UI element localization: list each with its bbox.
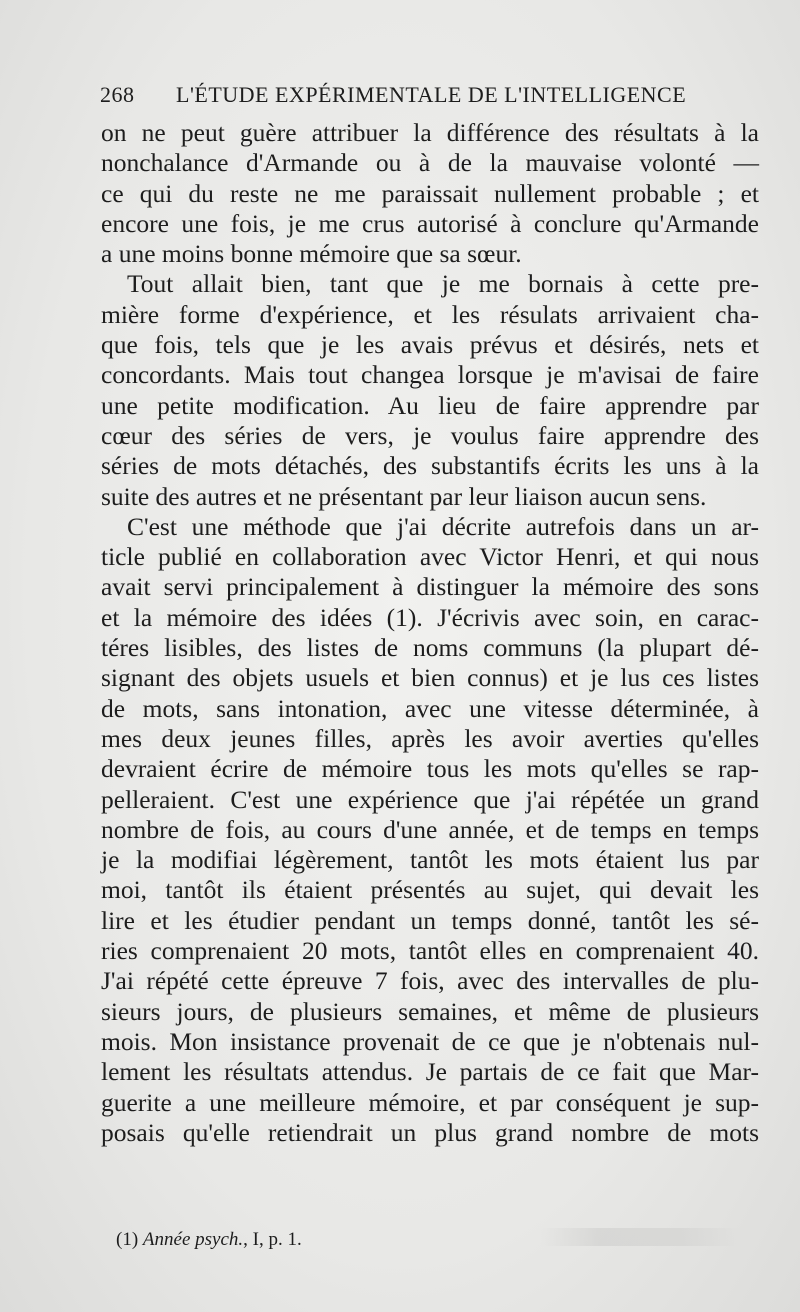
text-line: devraient écrire de mémoire tous les mots qu'elles se rap- <box>101 754 759 784</box>
text-line: a une moins bonne mémoire que sa sœur. <box>101 239 522 269</box>
text-line: encore une fois, je me crus autorisé à conclure qu'Armande <box>101 208 759 238</box>
footnote-marker: (1) <box>116 1229 139 1250</box>
text-line: on ne peut guère attribuer la différence des résultats à la <box>101 118 759 147</box>
text-line: posais qu'elle retiendrait un plus grand nombre de mots <box>101 1117 759 1147</box>
text-line: cœur des séries de vers, je voulus faire apprendre des <box>101 420 759 450</box>
text-line: suite des autres et ne présentant par leur liaison aucun sens. <box>101 481 707 511</box>
page-header <box>100 82 700 112</box>
text-line: ce qui du reste ne me paraissait nullement probable ; et <box>101 178 759 208</box>
text-line: concordants. Mais tout changea lorsque je m'avisai de faire <box>101 360 759 390</box>
text-line: que fois, tels que je les avais prévus et désirés, nets et <box>101 330 759 360</box>
page-number: 268 <box>100 82 135 107</box>
text-line: moi, tantôt ils étaient présentés au sujet, qui devait les <box>101 875 759 905</box>
text-line: sieurs jours, de plusieurs semaines, et même de plusieurs <box>101 996 759 1026</box>
text-line: guerite a une meilleure mémoire, et par conséquent je sup- <box>101 1087 759 1117</box>
text-line: ticle publié en collaboration avec Victor Henri, et qui nous <box>101 542 759 572</box>
text-line: ries comprenaient 20 mots, tantôt elles en comprenaient 40. <box>101 936 759 966</box>
text-line: mois. Mon insistance provenait de ce que je n'obtenais nul- <box>101 1026 759 1056</box>
text-line: nombre de fois, au cours d'une année, et de temps en temps <box>101 814 759 844</box>
text-line: séries de mots détachés, des substantifs écrits les uns à la <box>101 451 759 481</box>
body-text <box>101 118 759 1148</box>
text-line: téres lisibles, des listes de noms communs (la plupart dé- <box>101 633 759 663</box>
text-line: avait servi principalement à distinguer la mémoire des sons <box>101 572 759 602</box>
footnote-source: Année psych. <box>142 1229 244 1250</box>
text-line: de mots, sans intonation, avec une vitesse déterminée, à <box>101 693 759 723</box>
text-line: J'ai répété cette épreuve 7 fois, avec des intervalles de plu- <box>101 966 759 996</box>
text-line: une petite modification. Au lieu de faire apprendre par <box>101 390 759 420</box>
text-line: mière forme d'expérience, et les résulats arrivaient cha- <box>101 299 759 329</box>
text-line: C'est une méthode que j'ai décrite autrefois dans un ar- <box>127 511 759 541</box>
text-line: pelleraient. C'est une expérience que j'ai répétée un grand <box>101 784 759 814</box>
running-title: L'ÉTUDE EXPÉRIMENTALE DE L'INTELLIGENCE <box>176 82 687 107</box>
text-line: lement les résultats attendus. Je partais de ce fait que Mar- <box>101 1057 759 1087</box>
text-line: je la modifiai légèrement, tantôt les mots étaient lus par <box>101 845 759 875</box>
footnote-reference: , I, p. 1. <box>243 1229 302 1250</box>
text-line: Tout allait bien, tant que je me bornais à cette pre- <box>127 269 759 299</box>
footnote <box>116 1229 302 1251</box>
text-line: et la mémoire des idées (1). J'écrivis avec soin, en carac- <box>101 602 759 632</box>
show-through-text <box>540 1228 740 1246</box>
text-line: mes deux jeunes filles, après les avoir averties qu'elles <box>101 723 759 753</box>
text-line: nonchalance d'Armande ou à de la mauvaise volonté — <box>101 148 759 178</box>
text-line: lire et les étudier pendant un temps donné, tantôt les sé- <box>101 905 759 935</box>
text-line: signant des objets usuels et bien connus) et je lus ces listes <box>101 663 759 693</box>
